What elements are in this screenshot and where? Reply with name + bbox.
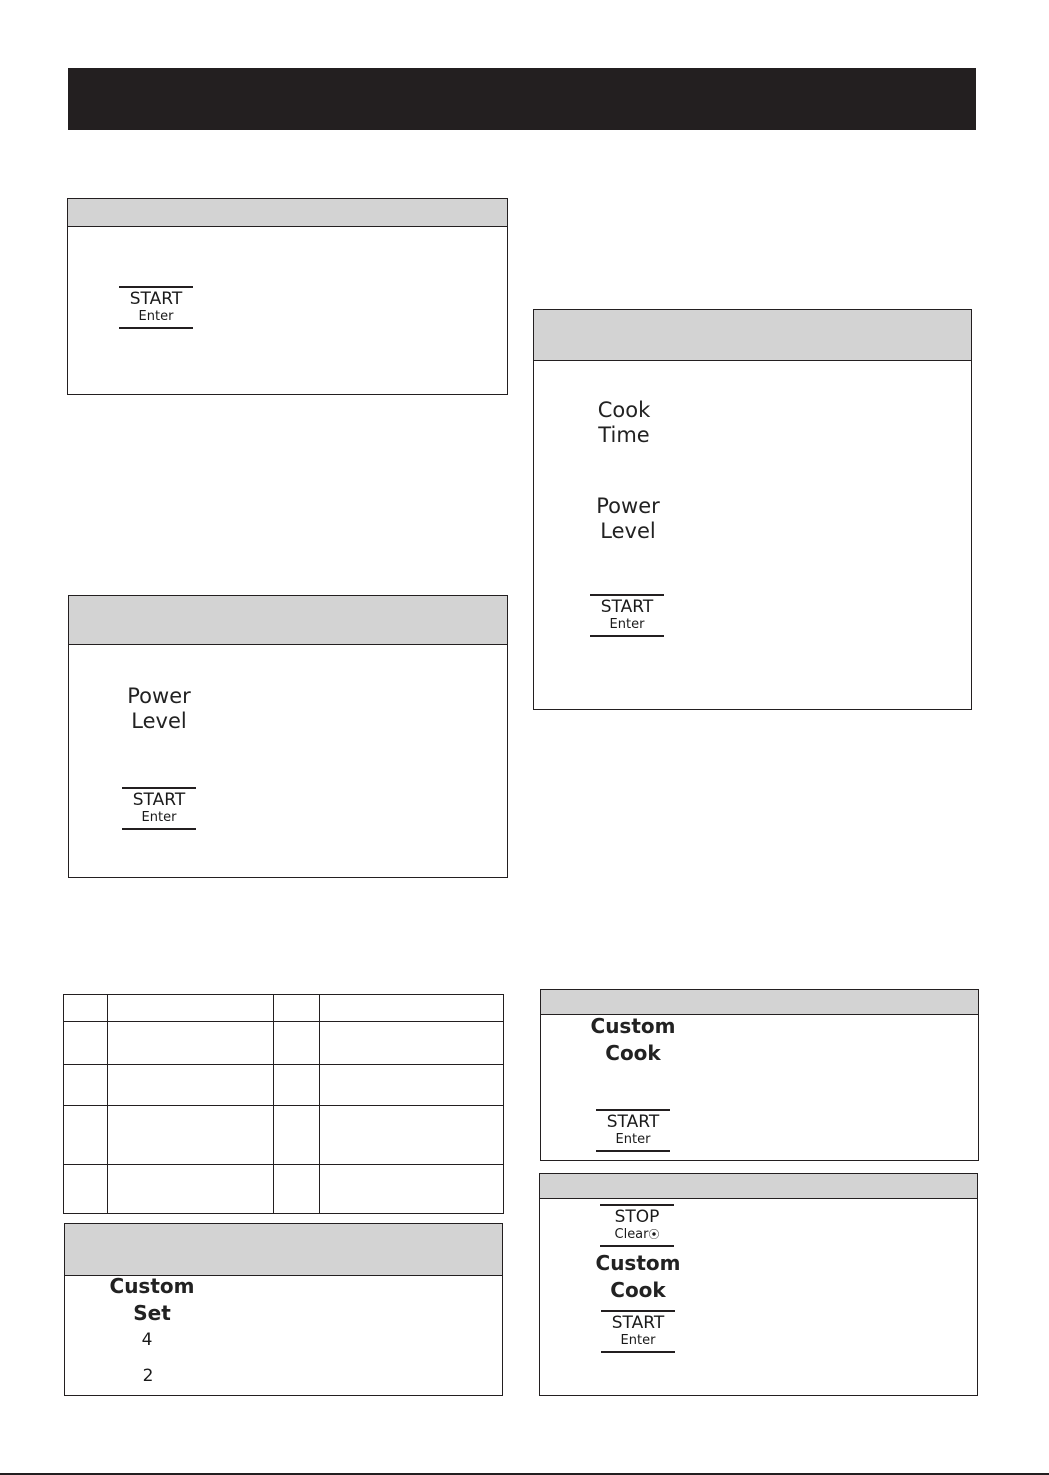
start-label: START — [600, 597, 654, 617]
power-label: Power — [596, 494, 660, 518]
start-label: START — [132, 790, 186, 810]
enter-label: Enter — [141, 810, 177, 825]
stop-clear-button[interactable] — [600, 1204, 674, 1247]
box-header — [534, 310, 971, 361]
custom-label: Custom — [109, 1274, 195, 1298]
start-enter-button[interactable] — [601, 1310, 675, 1353]
empty-grid-table — [63, 994, 504, 1214]
stop-label: STOP — [614, 1207, 660, 1227]
clear-label: Clear — [614, 1227, 649, 1242]
start-enter-button[interactable] — [122, 787, 196, 830]
box-header — [540, 1174, 977, 1199]
box-header — [541, 990, 978, 1015]
start-enter-button[interactable] — [119, 286, 193, 329]
level-label: Level — [600, 519, 656, 543]
box-header — [65, 1224, 502, 1276]
power-level-button[interactable] — [109, 684, 209, 734]
instruction-box-custom-cook — [540, 989, 979, 1161]
set-label: Set — [133, 1301, 171, 1325]
start-enter-button[interactable] — [596, 1109, 670, 1152]
instruction-box-power-level — [68, 595, 508, 878]
instruction-box-start — [67, 198, 508, 395]
power-level-button[interactable] — [578, 494, 678, 544]
clear-label-row — [600, 1227, 674, 1242]
start-enter-button[interactable] — [590, 594, 664, 637]
cook-label: Cook — [610, 1278, 666, 1302]
cook-label: Cook — [605, 1041, 661, 1065]
enter-label: Enter — [609, 617, 645, 632]
custom-set-button[interactable] — [102, 1273, 202, 1327]
level-label: Level — [131, 709, 187, 733]
instruction-box-stop-custom-cook — [539, 1173, 978, 1396]
cook-label: Cook — [597, 398, 651, 422]
power-label: Power — [127, 684, 191, 708]
start-label: START — [611, 1313, 665, 1333]
custom-cook-button[interactable] — [588, 1250, 688, 1304]
time-label: Time — [598, 423, 650, 447]
start-label: START — [606, 1112, 660, 1132]
start-label: START — [129, 289, 183, 309]
instruction-box-custom-set — [64, 1223, 503, 1396]
number-key[interactable]: 2 — [142, 1366, 154, 1386]
custom-label: Custom — [595, 1251, 681, 1275]
enter-label: Enter — [615, 1132, 651, 1147]
box-header — [69, 596, 507, 645]
enter-label: Enter — [620, 1333, 656, 1348]
lock-icon: ⦿ — [648, 1228, 660, 1241]
section-header-bar — [68, 68, 976, 130]
custom-cook-button[interactable] — [583, 1013, 683, 1067]
instruction-box-cook-time — [533, 309, 972, 710]
box-header — [68, 199, 507, 227]
number-key[interactable]: 4 — [141, 1330, 153, 1350]
custom-label: Custom — [590, 1014, 676, 1038]
enter-label: Enter — [138, 309, 174, 324]
cook-time-button[interactable] — [574, 398, 674, 448]
